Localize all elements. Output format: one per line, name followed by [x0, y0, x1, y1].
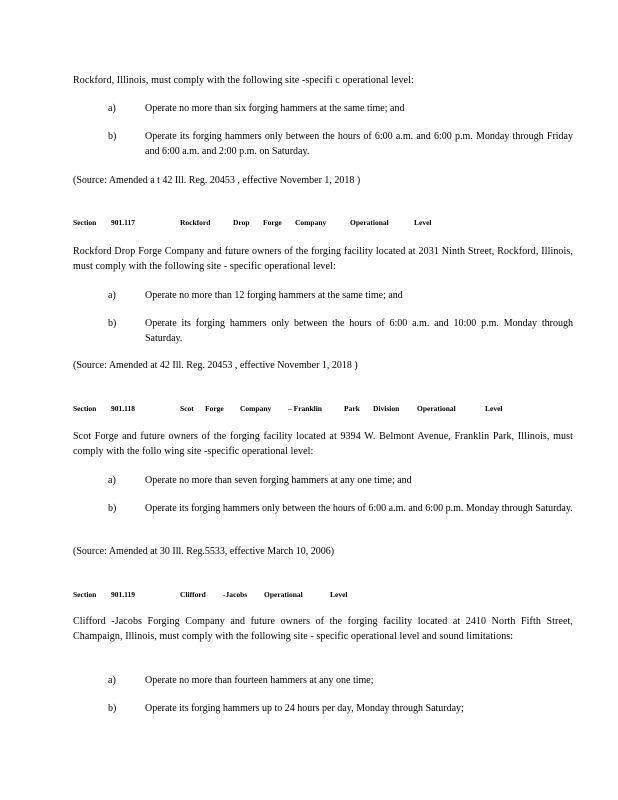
section-label: Section	[73, 404, 97, 413]
section-number: 901.119	[111, 590, 135, 599]
item-text: Operate its forging hammers only between the hours of 6:00 a.m. and 6:00 p.m. Monday through Friday and 6:00 a.m. and 2:00 p.m. on Saturday.	[145, 131, 573, 157]
section-heading	[73, 404, 573, 416]
title-word: Level	[485, 404, 503, 413]
item-label: b)	[108, 503, 117, 514]
title-word: Company	[240, 404, 272, 413]
source-note: (Source: Amended at 30 Ill. Reg.5533, effective March 10, 2006)	[73, 546, 335, 557]
item-label: b)	[108, 318, 117, 329]
title-word: Operational	[350, 218, 389, 227]
item-text: Operate no more than seven forging hammers at any one time; and	[145, 475, 412, 486]
item-text: Operate its forging hammers only between the hours of 6:00 a.m. and 10:00 p.m. Monday through Saturday.	[145, 318, 573, 344]
item-text: Operate no more than six forging hammers at the same time; and	[145, 103, 405, 114]
section-number: 901.117	[111, 218, 135, 227]
title-word: Operational	[417, 404, 456, 413]
section-body: Rockford Drop Forge Company and future owners of the forging facility located at 2031 Ninth Street, Rockford, Illinois, must comply with the following site - specific operational level:	[73, 246, 573, 272]
title-word: Forge	[205, 404, 224, 413]
title-word: – Franklin	[288, 404, 322, 413]
title-word: -Jacobs	[223, 590, 248, 599]
section-number: 901.118	[111, 404, 135, 413]
item-label: a)	[108, 290, 116, 301]
item-text: Operate its forging hammers only between the hours of 6:00 a.m. and 6:00 p.m. Monday through Saturday.	[145, 503, 573, 514]
source-note: (Source: Amended at 42 Ill. Reg. 20453 , effective November 1, 2018 )	[73, 360, 358, 371]
title-word: Level	[414, 218, 432, 227]
title-word: Rockford	[180, 218, 211, 227]
item-label: b)	[108, 703, 117, 714]
section-body: Clifford -Jacobs Forging Company and future owners of the forging facility located at 2410 North Fifth Street, Champaign, Illinois, must comply with the following site - specific operational level and sound limitations:	[73, 616, 573, 642]
source-note: (Source: Amended a t 42 Ill. Reg. 20453 , effective November 1, 2018 )	[73, 175, 361, 186]
item-text: Operate no more than 12 forging hammers at the same time; and	[145, 290, 403, 301]
item-text: Operate no more than fourteen hammers at any one time;	[145, 675, 374, 686]
section-label: Section	[73, 218, 97, 227]
item-label: a)	[108, 675, 116, 686]
item-label: b)	[108, 131, 117, 142]
title-word: Forge	[263, 218, 282, 227]
item-label: a)	[108, 475, 116, 486]
title-word: Drop	[233, 218, 250, 227]
title-word: Level	[330, 590, 348, 599]
item-label: a)	[108, 103, 116, 114]
title-word: Park	[344, 404, 360, 413]
section-heading	[73, 590, 573, 602]
section-body: Rockford, Illinois, must comply with the following site -specifi c operational level:	[73, 75, 414, 86]
section-body: Scot Forge and future owners of the forging facility located at 9394 W. Belmont Avenue, Franklin Park, Illinois, must comply with the follo wing site -specific operational level:	[73, 431, 573, 457]
section-label: Section	[73, 590, 97, 599]
title-word: Operational	[264, 590, 303, 599]
title-word: Division	[373, 404, 400, 413]
section-heading	[73, 218, 573, 230]
title-word: Clifford	[180, 590, 206, 599]
title-word: Scot	[180, 404, 194, 413]
title-word: Company	[295, 218, 327, 227]
item-text: Operate its forging hammers up to 24 hours per day, Monday through Saturday;	[145, 703, 464, 714]
